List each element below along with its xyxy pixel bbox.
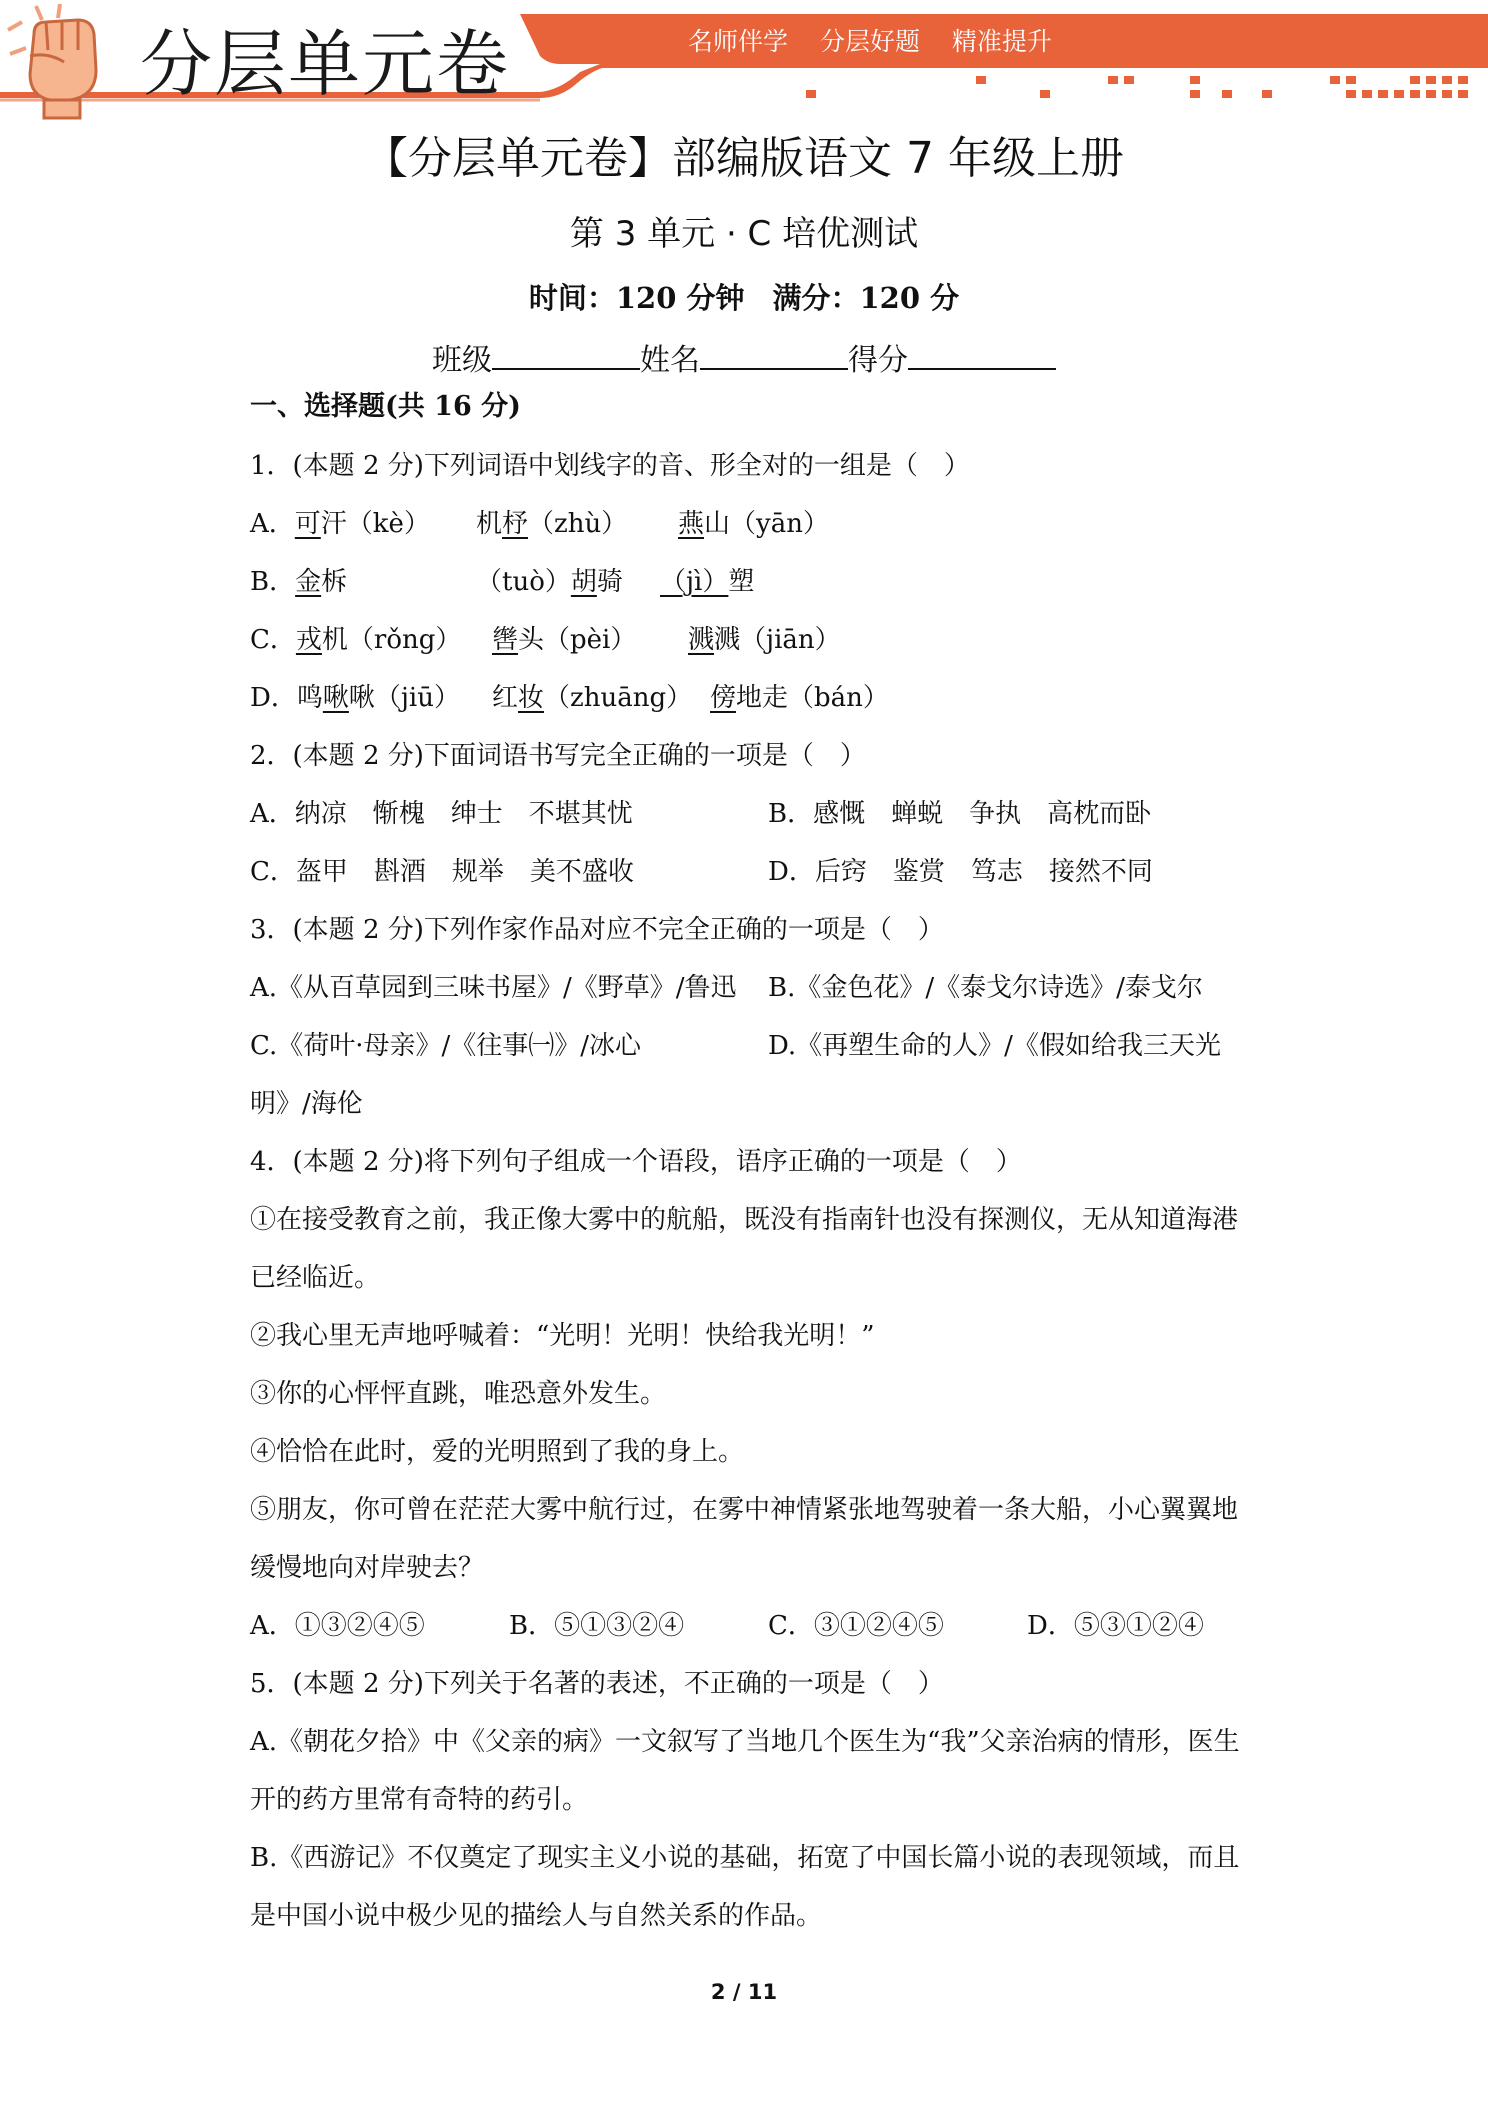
q5-option-b[interactable]: B.《西游记》不仅奠定了现实主义小说的基础，拓宽了中国长篇小说的表现领域，而且是中国小说中极少见的描绘人与自然关系的作品。 [250, 1843, 1240, 1931]
q5-option-a[interactable]: A.《朝花夕拾》中《父亲的病》一文叙写了当地几个医生为“我”父亲治病的情形，医生开的药方里常有奇特的药引。 [250, 1727, 1240, 1815]
q1-option-c: C．戎机（rǒng） 辔头（pèi） 溅溅（jiān） [250, 625, 841, 655]
q2-option-a[interactable]: A．纳凉 惭槐 绅士 不堪其忧 [250, 799, 633, 829]
q2-option-b[interactable]: B．感慨 蝉蜕 争执 高枕而卧 [768, 799, 1152, 829]
q4-sentence-2: ②我心里无声地呼喊着：“光明！光明！快给我光明！” [250, 1321, 875, 1351]
class-label: 班级 [432, 343, 492, 378]
q3-option-a[interactable]: A.《从百草园到三味书屋》/《野草》/鲁迅 [250, 973, 737, 1003]
q3-option-b[interactable]: B.《金色花》/《泰戈尔诗选》/泰戈尔 [768, 973, 1203, 1003]
page-number: 2 / 11 [710, 1980, 778, 2004]
exam-time: 时间：120 分钟 [528, 281, 745, 315]
section-title: 一、选择题(共 16 分) [250, 391, 521, 422]
document-title: 【分层单元卷】部编版语文 7 年级上册 [364, 133, 1124, 184]
q3-option-d[interactable]: D.《再塑生命的人》/《假如给我三天光明》/海伦 [250, 1031, 1221, 1119]
q4-sentence-4: ④恰恰在此时，爱的光明照到了我的身上。 [250, 1437, 745, 1467]
page-header [0, 0, 1488, 120]
q2-stem: 2．(本题 2 分)下面词语书写完全正确的一项是（ ） [250, 741, 866, 771]
q1-option-a: A．可汗（kè） 机杼（zhù） 燕山（yān） [250, 509, 829, 539]
q2-option-c[interactable]: C．盔甲 斟酒 规举 美不盛收 [250, 857, 634, 887]
name-blank[interactable] [700, 338, 848, 370]
q4-sentence-1: ①在接受教育之前，我正像大雾中的航船，既没有指南针也没有探测仪，无从知道海港已经临近。 [250, 1205, 1239, 1293]
q4-option-a[interactable]: A．①③②④⑤ [250, 1611, 425, 1641]
q4-option-c[interactable]: C．③①②④⑤ [768, 1611, 944, 1641]
name-label: 姓名 [640, 343, 700, 378]
q1-option-b: B．金柝 （tuò）胡骑 （jì）塑 [250, 567, 755, 597]
class-blank[interactable] [492, 338, 640, 370]
exam-meta [0, 276, 1488, 317]
q1-option-d: D．鸣啾啾（jiū） 红妆（zhuāng） 傍地走（bán） [250, 683, 889, 713]
q3-stem: 3．(本题 2 分)下列作家作品对应不完全正确的一项是（ ） [250, 915, 944, 945]
brand-title: 分层单元卷 [140, 22, 511, 106]
q1-stem: 1．(本题 2 分)下列词语中划线字的音、形全对的一组是（ ） [250, 451, 970, 481]
document-subtitle: 第 3 单元 · C 培优测试 [569, 214, 919, 254]
exam-score: 满分：120 分 [772, 281, 960, 315]
q5-stem: 5．(本题 2 分)下列关于名著的表述，不正确的一项是（ ） [250, 1669, 944, 1699]
grade-label: 得分 [848, 343, 908, 378]
q2-option-d[interactable]: D．后窍 鉴赏 笃志 接然不同 [768, 857, 1153, 887]
question-list [250, 385, 1245, 1945]
student-fields [0, 335, 1488, 379]
brand-slogan: 名师伴学 分层好题 精准提升 [688, 27, 1052, 56]
q4-sentence-5: ⑤朋友，你可曾在茫茫大雾中航行过，在雾中神情紧张地驾驶着一条大船，小心翼翼地缓慢地向对岸驶去？ [250, 1495, 1239, 1583]
q4-option-b[interactable]: B．⑤①③②④ [509, 1611, 685, 1641]
q4-option-d[interactable]: D．⑤③①②④ [1027, 1611, 1204, 1641]
q3-option-c[interactable]: C.《荷叶·母亲》/《往事㈠》/冰心 [250, 1031, 642, 1061]
q4-stem: 4．(本题 2 分)将下列句子组成一个语段，语序正确的一项是（ ） [250, 1147, 1022, 1177]
grade-blank[interactable] [908, 338, 1056, 370]
q4-sentence-3: ③你的心怦怦直跳，唯恐意外发生。 [250, 1379, 667, 1409]
